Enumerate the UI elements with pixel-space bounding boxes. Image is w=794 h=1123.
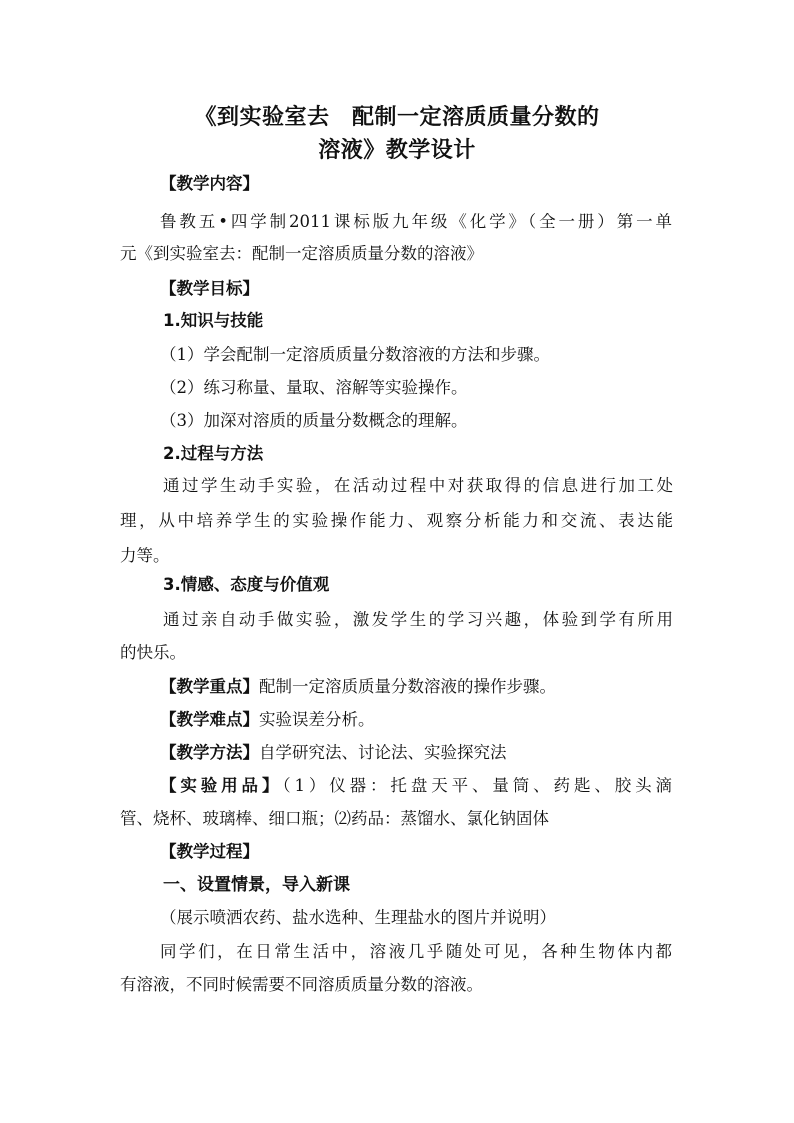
goal-2-line-2: 理，从中培养学生的实验操作能力、观察分析能力和交流、表达能 [120,511,673,530]
step-1-line-1: 同学们，在日常生活中，溶液几乎随处可见，各种生物体内都 [160,942,672,961]
method-row [160,742,507,764]
step-1-note: （展示喷洒农药、盐水选种、生理盐水的图片并说明） [160,908,556,927]
goal-2-line-3: 力等。 [120,546,170,565]
goal-3-line-1: 通过亲自动手做实验，激发学生的学习兴趣，体验到学有所用 [163,610,673,629]
goal-1-item-3: （3）加深对溶质的质量分数概念的理解。 [160,411,468,430]
key-point-label: 【教学重点】 [160,677,259,696]
step-1-line-2: 有溶液，不同时候需要不同溶质质量分数的溶液。 [120,975,483,994]
method-text: 自学研究法、讨论法、实验探究法 [259,743,507,762]
difficulty-text: 实验误差分析。 [259,710,375,729]
materials-text: （1）仪器：托盘天平、量筒、药匙、胶头滴 [282,776,673,795]
goal-1-heading: 1.知识与技能 [163,311,264,330]
goal-2-heading: 2.过程与方法 [163,444,264,463]
document-title-line-2: 溶液》教学设计 [318,138,476,163]
materials-label: 【实验用品】 [160,776,283,795]
teaching-content-line-2: 元《到实验室去：配制一定溶质质量分数的溶液》 [120,244,483,263]
teaching-content-heading: 【教学内容】 [160,174,259,193]
method-label: 【教学方法】 [160,743,259,762]
teaching-content-line-1: 鲁教五•四学制2011课标版九年级《化学》（全一册）第一单 [160,212,672,231]
key-point-text: 配制一定溶质质量分数溶液的操作步骤。 [259,677,556,696]
goal-3-heading: 3.情感、态度与价值观 [163,575,330,594]
teaching-goals-heading: 【教学目标】 [160,279,259,298]
difficulty-row [160,709,375,731]
goal-1-item-2: （2）练习称量、量取、溶解等实验操作。 [160,378,468,397]
key-point-row [160,676,556,698]
goal-1-item-1: （1）学会配制一定溶质质量分数溶液的方法和步骤。 [160,345,550,364]
document-title-line-1: 《到实验室去 配制一定溶质质量分数的 [194,105,600,130]
teaching-process-heading: 【教学过程】 [160,842,259,861]
materials-line-2: 管、烧杯、玻璃棒、细口瓶；⑵药品：蒸馏水、氯化钠固体 [120,809,549,828]
difficulty-label: 【教学难点】 [160,710,259,729]
goal-2-line-1: 通过学生动手实验，在活动过程中对获取得的信息进行加工处 [163,476,673,495]
step-1-heading: 一、设置情景，导入新课 [163,875,350,895]
goal-3-line-2: 的快乐。 [120,643,186,662]
materials-row [160,775,672,797]
